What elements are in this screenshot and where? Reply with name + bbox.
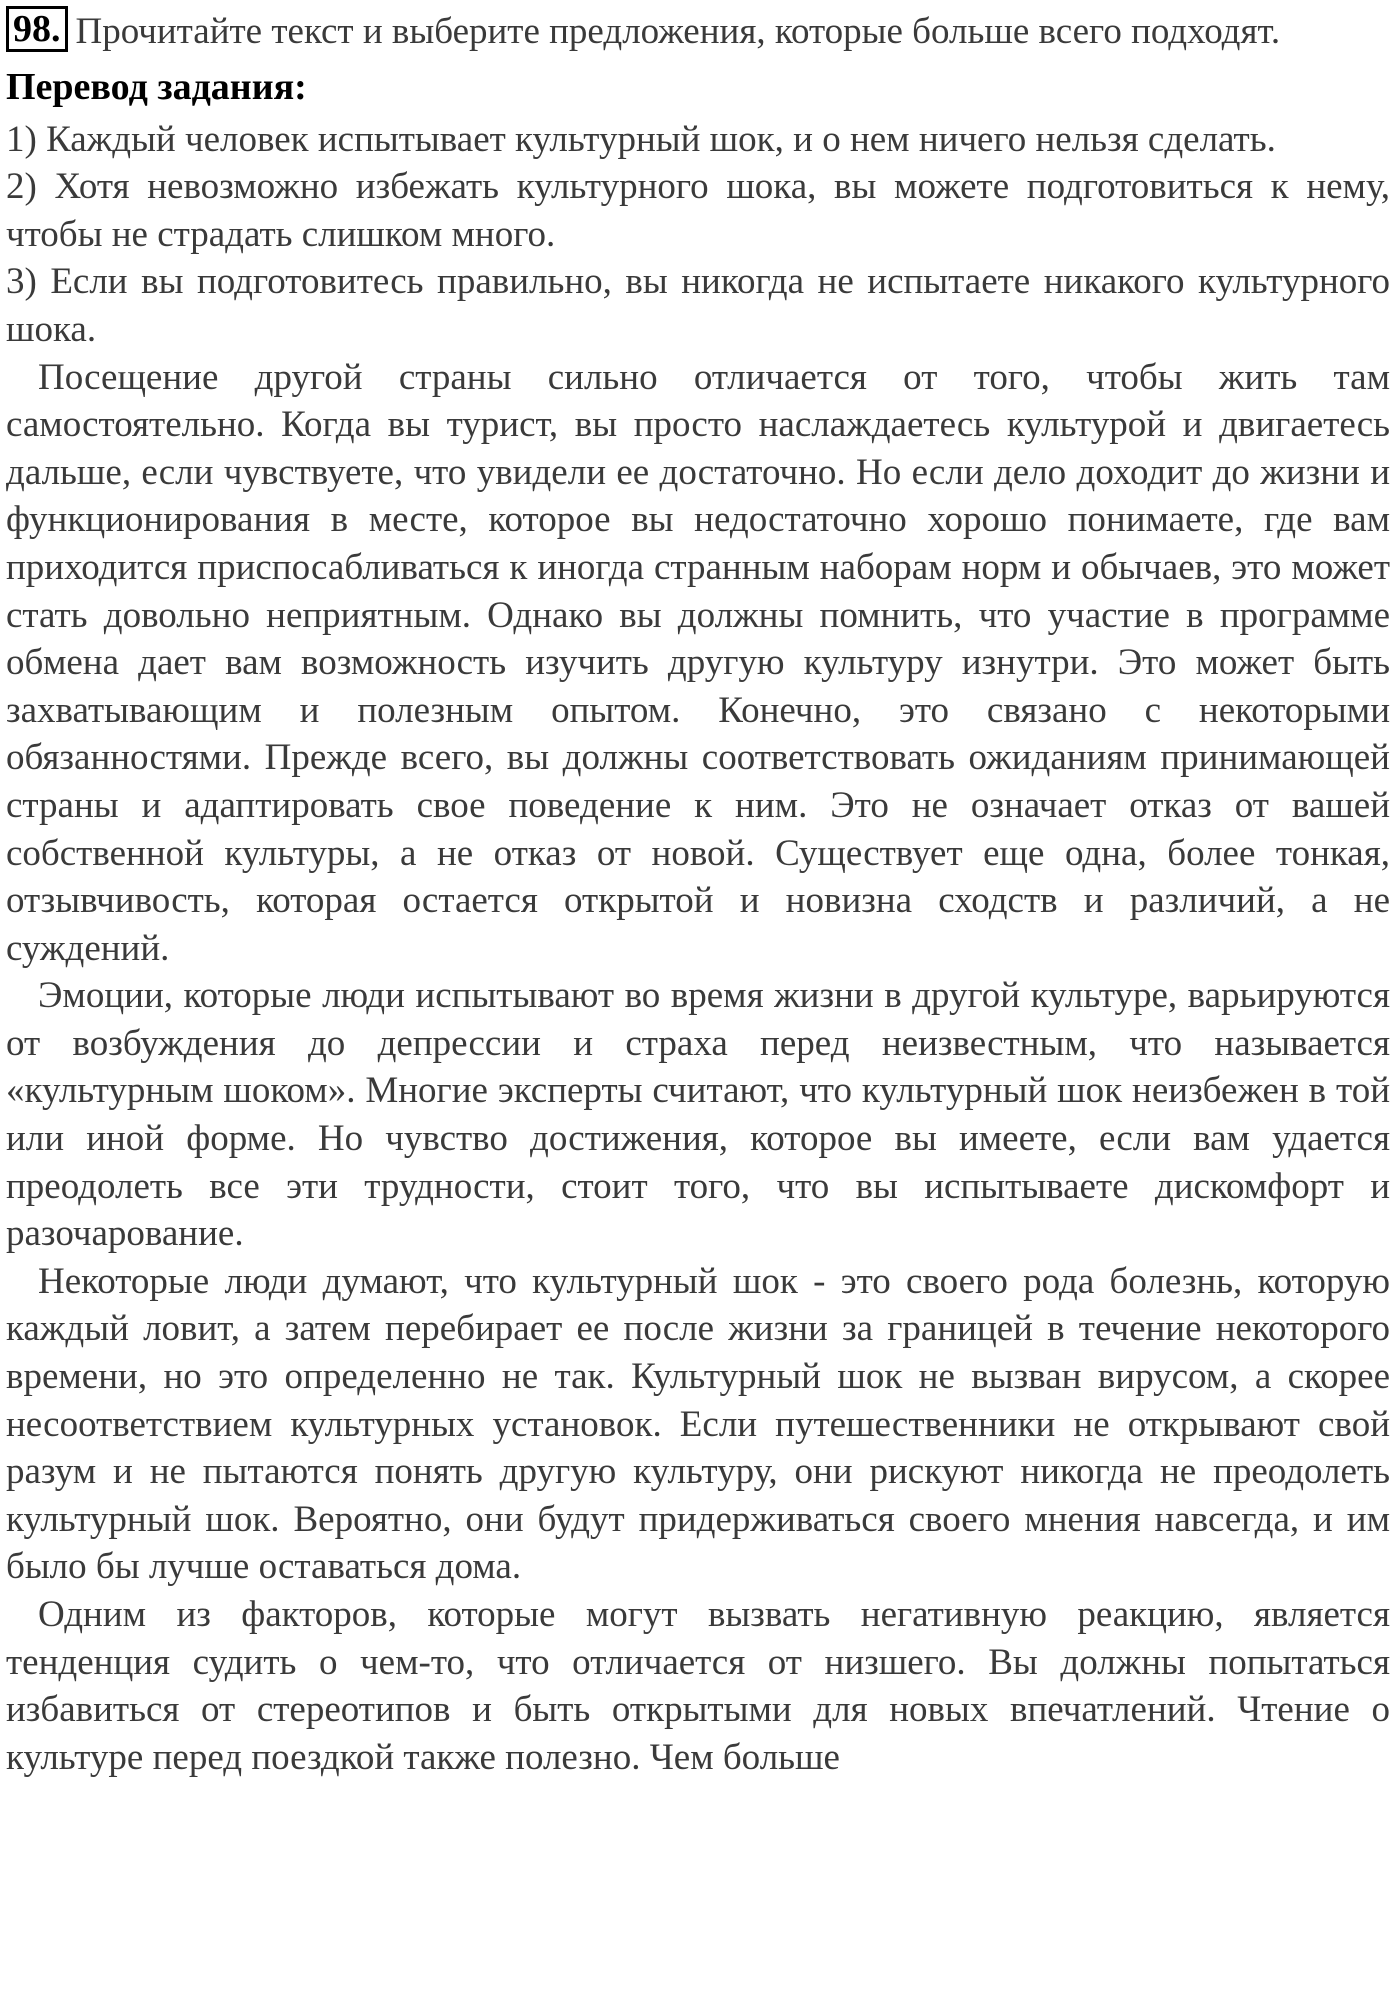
task-number-badge: 98. xyxy=(6,6,68,52)
paragraph-3: Некоторые люди думают, что культурный шок - это своего рода болезнь, которую каждый ловит, а затем перебирает ее после жизни за границей в течение некоторого времени, но это определенно не так. Культурный шок не вызван вирусом, а скорее несоответствием культурных установок. Если путешественники не открывают свой разум и не пытаются понять другую культуру, они рискуют никогда не преодолеть культурный шок. Вероятно, они будут придерживаться своего мнения навсегда, и им было бы лучше оставаться дома. xyxy=(6,1260,1390,1588)
paragraph-4: Одним из факторов, которые могут вызвать негативную реакцию, является тенденция судить о чем-то, что отличается от низшего. Вы должны попытаться избавиться от стереотипов и быть открытыми для новых впечатлений. Чтение о культуре перед поездкой также полезно. Чем больше xyxy=(6,1594,1390,1778)
option-3: 3) Если вы подготовитесь правильно, вы никогда не испытаете никакого культурного шока. xyxy=(6,261,1390,350)
task-line xyxy=(6,6,1390,56)
paragraph-2: Эмоции, которые люди испытывают во время жизни в другой культуре, варьируются от возбуждения до депрессии и страха перед неизвестным, что называется «культурным шоком». Многие эксперты считают, что культурный шок неизбежен в той или иной форме. Но чувство достижения, которое вы имеете, если вам удается преодолеть все эти трудности, стоит того, что вы испытываете дискомфорт и разочарование. xyxy=(6,975,1390,1255)
translation-heading: Перевод задания: xyxy=(6,65,307,108)
task-instruction: Прочитайте текст и выберите предложения, которые больше всего подходят. xyxy=(75,11,1281,52)
option-1: 1) Каждый человек испытывает культурный шок, и о нем ничего нельзя сделать. xyxy=(6,118,1276,160)
document-page xyxy=(6,6,1390,1781)
option-2: 2) Хотя невозможно избежать культурного шока, вы можете подготовиться к нему, чтобы не страдать слишком много. xyxy=(6,166,1390,255)
paragraph-1: Посещение другой страны сильно отличается от того, чтобы жить там самостоятельно. Когда вы турист, вы просто наслаждаетесь культурой и двигаетесь дальше, если чувствуете, что увидели ее достаточно. Но если дело доходит до жизни и функционирования в месте, которое вы недостаточно хорошо понимаете, где вам приходится приспосабливаться к иногда странным наборам норм и обычаев, это может стать довольно неприятным. Однако вы должны помнить, что участие в программе обмена дает вам возможность изучить другую культуру изнутри. Это может быть захватывающим и полезным опытом. Конечно, это связано с некоторыми обязанностями. Прежде всего, вы должны соответствовать ожиданиям принимающей страны и адаптировать свое поведение к ним. Это не означает отказ от вашей собственной культуры, а не отказ от новой. Существует еще одна, более тонкая, отзывчивость, которая остается открытой и новизна сходств и различий, а не суждений. xyxy=(6,356,1390,969)
